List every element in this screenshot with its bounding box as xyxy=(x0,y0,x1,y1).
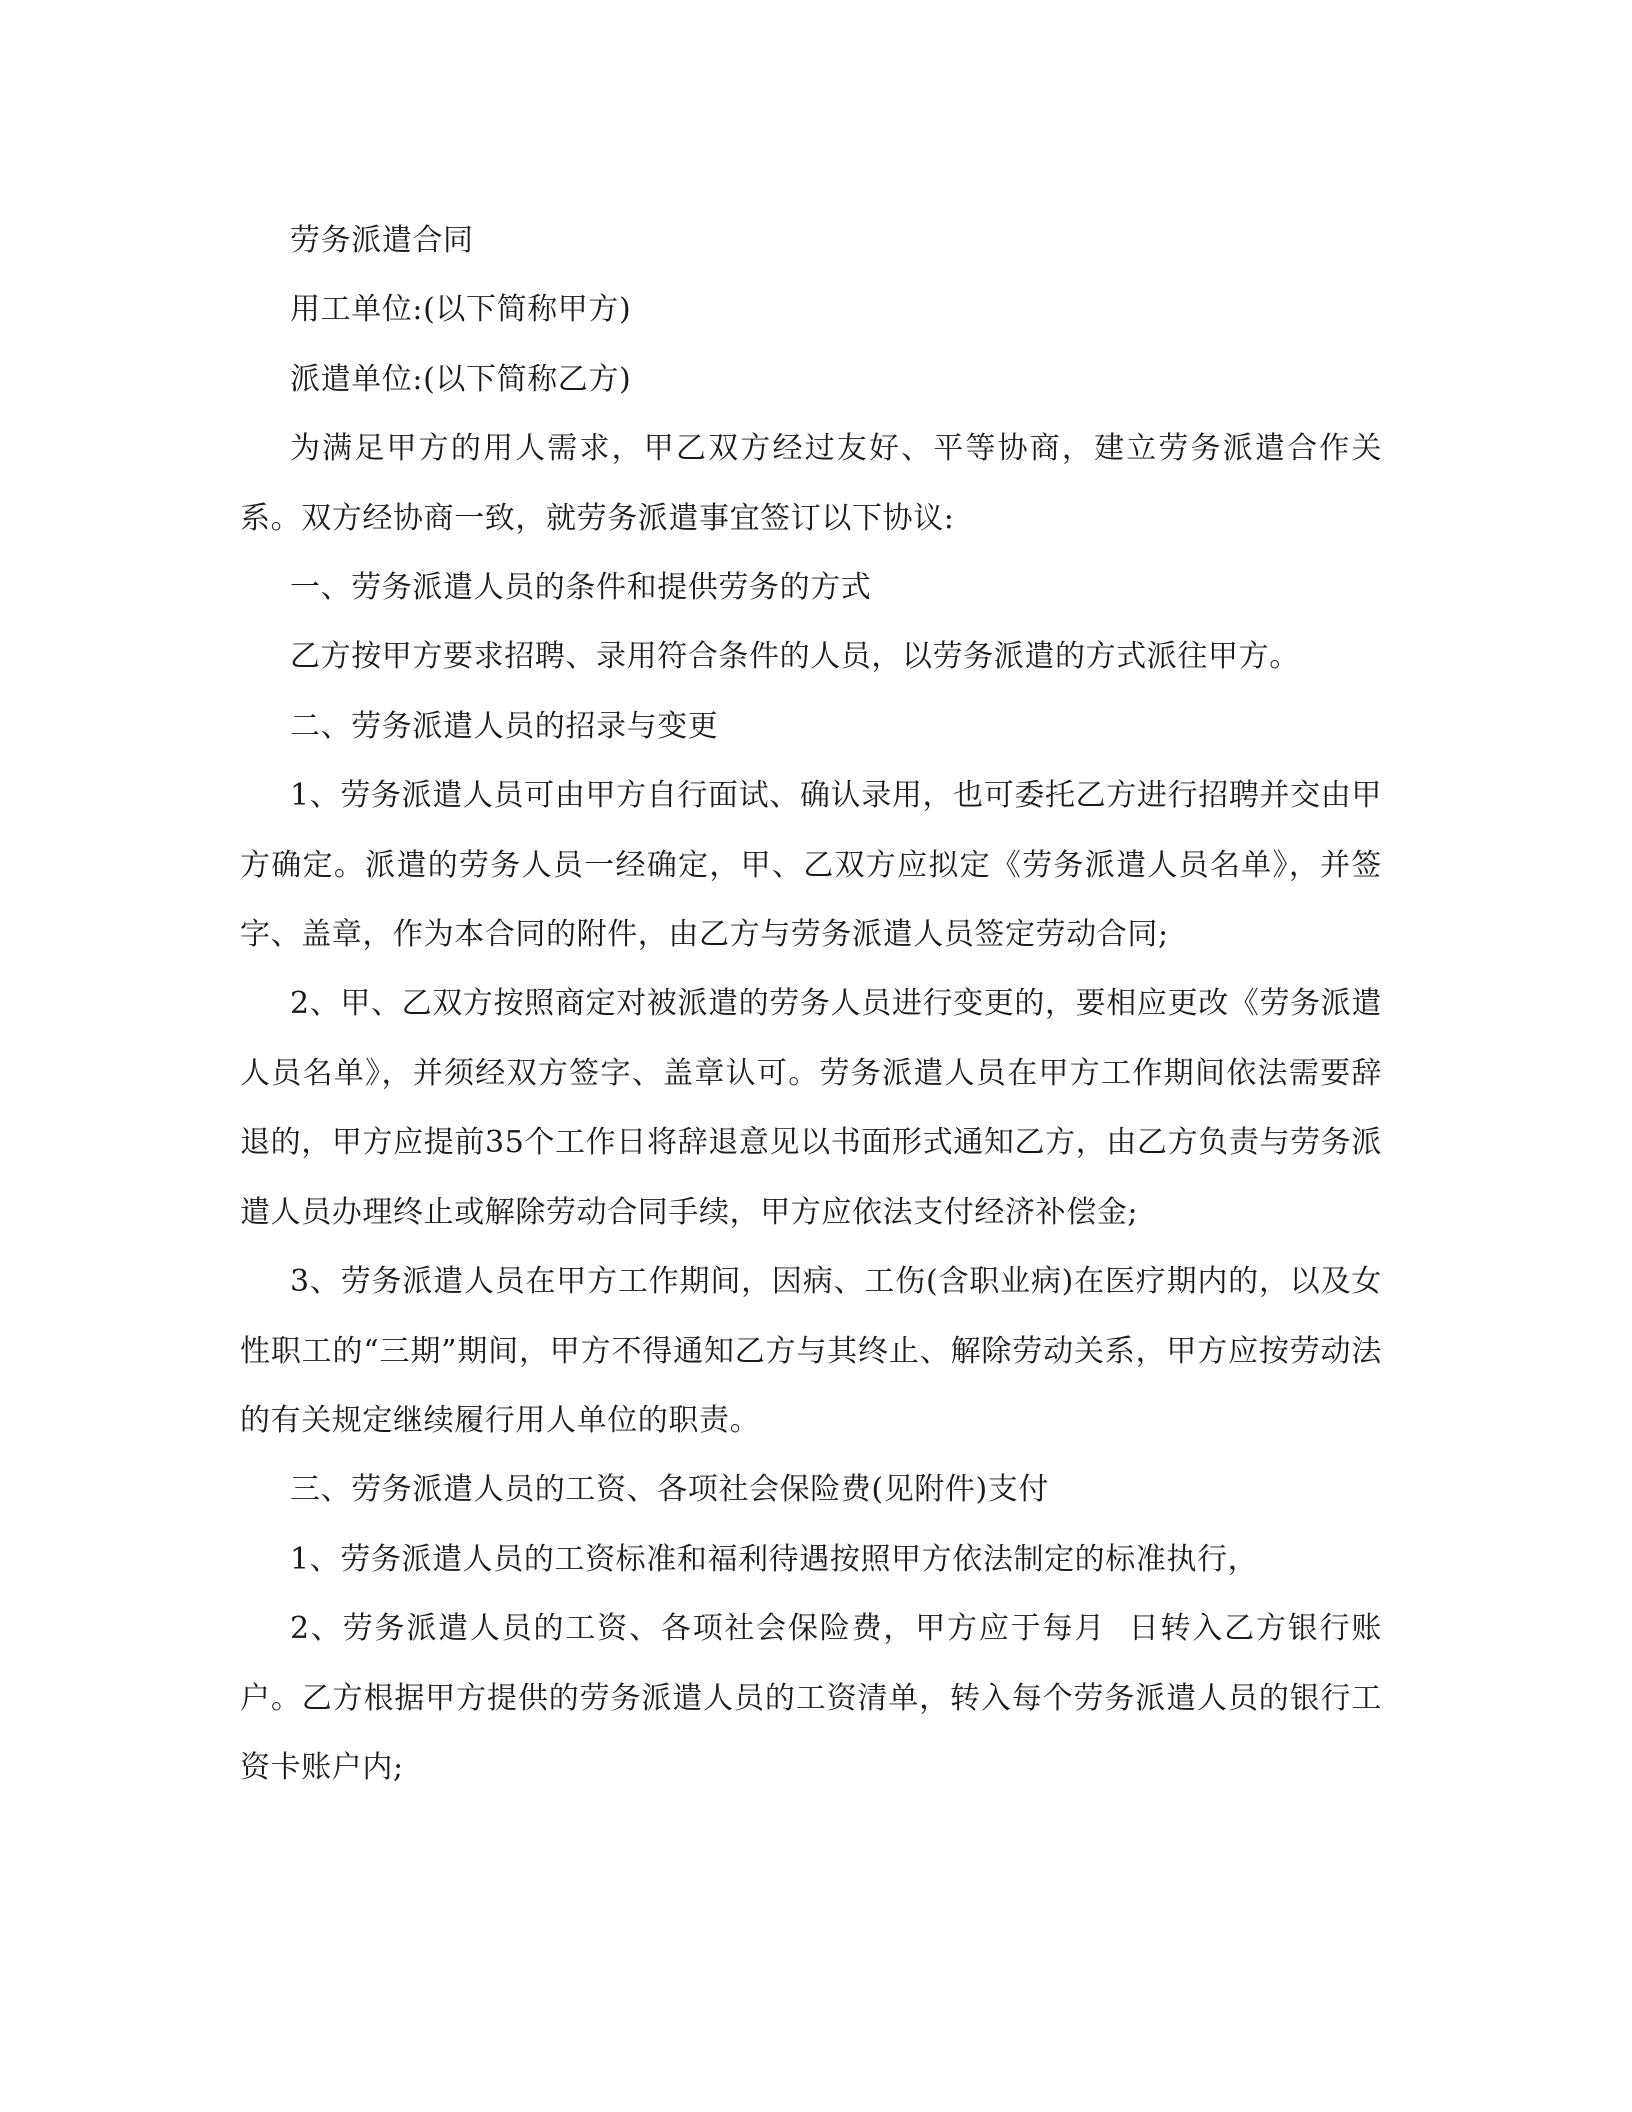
section-3-item-1: 1、劳务派遣人员的工资标准和福利待遇按照甲方依法制定的标准执行， xyxy=(290,1541,1259,1577)
section-1-paragraph: 乙方按甲方要求招聘、录用符合条件的人员，以劳务派遣的方式派往甲方。 xyxy=(290,639,1300,675)
section-1-heading: 一、劳务派遣人员的条件和提供劳务的方式 xyxy=(290,570,872,606)
section-2-item-3: 3、劳务派遣人员在甲方工作期间，因病、工伤(含职业病)在医疗期内的，以及女性职工的“三期”期间，甲方不得通知乙方与其终止、解除劳动关系，甲方应按劳动法的有关规定继续履行用人单位的职责。 xyxy=(240,1264,1382,1438)
section-3-item-2: 2、劳务派遣人员的工资、各项社会保险费，甲方应于每月 日转入乙方银行账户。乙方根据甲方提供的劳务派遣人员的工资清单，转入每个劳务派遣人员的银行工资卡账户内; xyxy=(240,1611,1382,1785)
intro-paragraph: 为满足甲方的用人需求，甲乙双方经过友好、平等协商，建立劳务派遣合作关系。双方经协商一致，就劳务派遣事宜签订以下协议: xyxy=(240,431,1382,536)
party-a-line: 用工单位:(以下简称甲方) xyxy=(290,292,632,328)
section-3-heading: 三、劳务派遣人员的工资、各项社会保险费(见附件)支付 xyxy=(290,1472,1050,1508)
party-b-line: 派遣单位:(以下简称乙方) xyxy=(290,361,632,397)
section-2-item-2: 2、甲、乙双方按照商定对被派遣的劳务人员进行变更的，要相应更改《劳务派遣人员名单》，并须经双方签字、盖章认可。劳务派遣人员在甲方工作期间依法需要辞退的，甲方应提前35个工作日将辞退意见以书面形式通知乙方，由乙方负责与劳务派遣人员办理终止或解除劳动合同手续，甲方应依法支付经济补偿金; xyxy=(240,986,1382,1230)
document-body xyxy=(240,206,1382,1802)
section-2-item-1: 1、劳务派遣人员可由甲方自行面试、确认录用，也可委托乙方进行招聘并交由甲方确定。派遣的劳务人员一经确定，甲、乙双方应拟定《劳务派遣人员名单》，并签字、盖章，作为本合同的附件，由乙方与劳务派遣人员签定劳动合同; xyxy=(240,778,1382,953)
contract-title: 劳务派遣合同 xyxy=(290,223,474,258)
section-2-heading: 二、劳务派遣人员的招录与变更 xyxy=(290,708,719,744)
